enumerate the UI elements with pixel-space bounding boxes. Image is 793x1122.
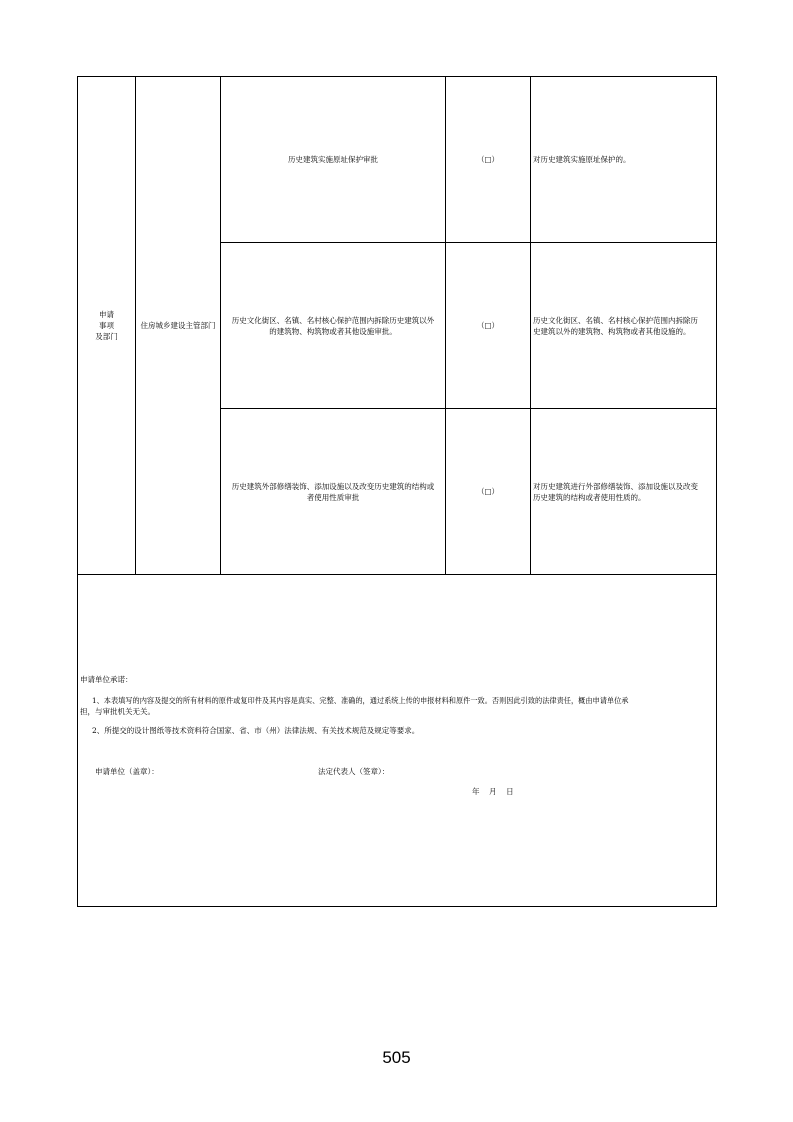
table-row-3-item [221,409,445,574]
item-label: 历史文化街区、名镇、名村核心保护范围内拆除历史建筑以外 的建筑物、构筑物或者其他设施审批。 [231,315,435,336]
table-row-2-checkbox[interactable] [446,243,530,408]
declaration-heading: 申请单位承诺： [80,675,133,684]
table-border-right [716,76,717,907]
checkbox-icon[interactable]: （□） [476,487,500,496]
table-row-1-checkbox[interactable] [446,77,530,242]
applicant-seal-label: 申请单位（盖章）： [95,767,159,776]
condition-text: 对历史建筑实施原址保护的。 [533,155,631,164]
item-label: 历史建筑外部修缮装饰、添加设施以及改变历史建筑的结构或 者使用性质审批 [231,481,435,502]
table-row-2-condition [533,243,716,408]
checkbox-icon[interactable]: （□） [476,155,500,164]
department-cell [136,77,220,574]
table-divider-section [77,574,717,575]
table-row-3-checkbox[interactable] [446,409,530,574]
table-row-1-condition [533,77,716,242]
department-name: 住房城乡建设主管部门 [140,321,216,330]
condition-text: 历史文化街区、名镇、名村核心保护范围内拆除历 史建筑以外的建筑物、构筑物或者其他设施的。 [533,315,698,336]
declaration-item-1-line-1: 1、本表填写的内容及提交的所有材料的原件或复印件及其内容是真实、完整、准确的，通过系统上传的申报材料和原件一致。否则因此引致的法律责任，概由申请单位承 [92,696,629,705]
checkbox-icon[interactable]: （□） [476,321,500,330]
col-divider-4 [530,76,531,574]
table-row-2-item [221,243,445,408]
category-label: 申请 事项 及部门 [95,310,118,341]
condition-text: 对历史建筑进行外部修缮装饰、添加设施以及改变 历史建筑的结构或者使用性质的。 [533,481,698,502]
category-label-cell [78,77,135,574]
declaration-item-2: 2、所提交的设计图纸等技术资料符合国家、省、市（州）法律法规、有关技术规范及规定等要求。 [92,726,420,735]
page-number: 505 [382,1048,411,1067]
item-label: 历史建筑实施原址保护审批 [288,155,378,164]
legal-representative-label: 法定代表人（签章）： [318,767,390,776]
table-border-bottom [77,906,717,907]
declaration-item-1-line-2: 担，与审批机关无关。 [80,707,155,716]
table-row-1-item [221,77,445,242]
date-label: 年 月 日 [472,787,514,796]
table-row-3-condition [533,409,716,574]
